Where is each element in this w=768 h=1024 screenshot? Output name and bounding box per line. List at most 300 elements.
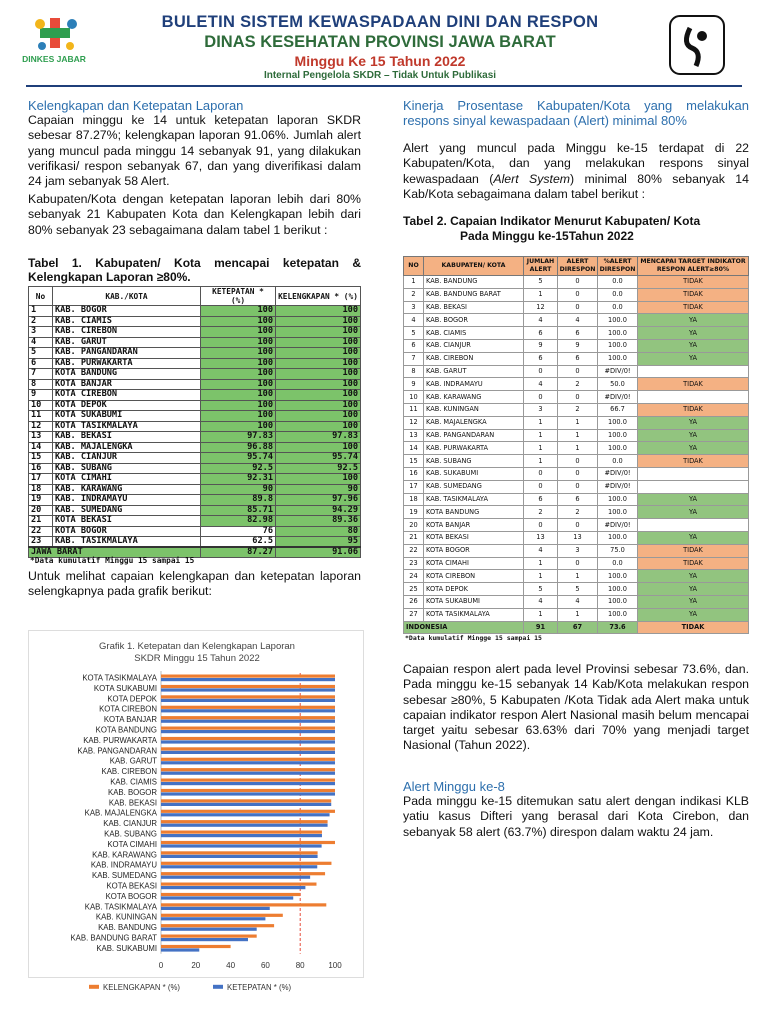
table-cell: KOTA TASIKMALAYA: [424, 608, 524, 621]
table-cell: 13: [29, 432, 53, 443]
table-row: [29, 327, 361, 338]
table-cell: 0.0: [598, 557, 638, 570]
table-cell: KAB. CIREBON: [424, 352, 524, 365]
table-cell: 3: [524, 403, 558, 416]
table-row: [404, 455, 749, 468]
table-cell: 14: [404, 442, 424, 455]
table-cell: 2: [558, 378, 598, 391]
paragraph-klb: Pada minggu ke-15 ditemukan satu alert dengan indikasi KLB yatiu kasus Difteri yang berasal dari Kota Cirebon, dan sebanyak 58 alert (63.7%) direspon dalam waktu 24 jam.: [403, 794, 749, 839]
bar-ketepatan: [161, 803, 331, 806]
legend-label-kelengkapan: KELENGKAPAN * (%): [103, 982, 180, 992]
table-cell: TIDAK: [638, 276, 749, 289]
bar-kelengkapan: [161, 758, 335, 761]
bar-ketepatan: [161, 678, 335, 681]
table-cell: 23: [29, 537, 53, 548]
table-row: [404, 595, 749, 608]
table-row: [404, 493, 749, 506]
table-row: [29, 516, 361, 527]
table-cell: 96.88: [201, 442, 276, 453]
table-row: [29, 474, 361, 485]
category-label: KAB. BOGOR: [108, 787, 157, 797]
table-cell: 100: [201, 379, 276, 390]
bar-ketepatan: [161, 824, 328, 827]
table-cell: 95.74: [276, 453, 361, 464]
table-cell: TIDAK: [638, 455, 749, 468]
table-cell: #DIV/0!: [598, 365, 638, 378]
bar-ketepatan: [161, 948, 199, 951]
table-cell: 0: [558, 391, 598, 404]
table-cell: 66.7: [598, 403, 638, 416]
table-cell: JAWA BARAT: [29, 547, 201, 558]
category-label: KOTA BANDUNG: [95, 725, 157, 735]
table-cell: KAB. SUBANG: [424, 455, 524, 468]
table-row: [404, 570, 749, 583]
table-cell: 21: [29, 516, 53, 527]
table-cell: #DIV/0!: [598, 480, 638, 493]
table-cell: 85.71: [201, 505, 276, 516]
table-cell: KAB. BOGOR: [424, 314, 524, 327]
table-cell: YA: [638, 339, 749, 352]
table-cell: KAB. TASIKMALAYA: [53, 537, 201, 548]
table-cell: KAB. TASIKMALAYA: [424, 493, 524, 506]
table-cell: KAB. KUNINGAN: [424, 403, 524, 416]
table1-note: *Data kumulatif Minggu 15 sampai 15: [30, 556, 195, 565]
table-cell: 100: [276, 306, 361, 317]
header-divider: [26, 85, 742, 87]
table-row: [404, 391, 749, 404]
table-cell: 3: [558, 544, 598, 557]
category-label: KOTA BANJAR: [103, 715, 157, 725]
table-row: [404, 378, 749, 391]
table-cell: 7: [404, 352, 424, 365]
table-cell: 3: [404, 301, 424, 314]
table-cell: #DIV/0!: [598, 519, 638, 532]
table-cell: 5: [29, 348, 53, 359]
table-cell: 9: [558, 339, 598, 352]
table-cell: 9: [524, 339, 558, 352]
table-row: [404, 352, 749, 365]
table-cell: KOTA BANJAR: [424, 519, 524, 532]
bulletin-week: Minggu Ke 15 Tahun 2022: [294, 53, 466, 69]
table-cell: KAB. BOGOR: [53, 306, 201, 317]
table-cell: 100.0: [598, 595, 638, 608]
table-cell: 27: [404, 608, 424, 621]
table-row: [29, 526, 361, 537]
category-label: KAB. CIAMIS: [110, 777, 157, 787]
table-cell: 91: [524, 621, 558, 634]
table-cell: 6: [558, 493, 598, 506]
table-cell: 100: [201, 337, 276, 348]
t2-col-no: NO: [404, 257, 424, 276]
table-cell: 76: [201, 526, 276, 537]
category-label: KAB. SUMEDANG: [92, 871, 157, 881]
category-label: KAB. SUBANG: [104, 829, 157, 839]
table-cell: 4: [404, 314, 424, 327]
category-label: KAB. MAJALENGKA: [84, 808, 157, 818]
table-cell: 17: [404, 480, 424, 493]
table-cell: 11: [404, 403, 424, 416]
table-row: [404, 506, 749, 519]
bar-ketepatan: [161, 720, 335, 723]
chart-subtitle: SKDR Minggu 15 Tahun 2022: [134, 653, 260, 664]
bar-kelengkapan: [161, 841, 335, 844]
bar-kelengkapan: [161, 727, 335, 730]
table-cell: 7: [29, 369, 53, 380]
bulletin-title: BULETIN SISTEM KEWASPADAAN DINI DAN RESPON: [161, 13, 599, 31]
table-cell: 2: [29, 316, 53, 327]
bar-kelengkapan: [161, 883, 316, 886]
table-row: [29, 369, 361, 380]
table-cell: KOTA BANDUNG: [53, 369, 201, 380]
table-cell: 6: [524, 493, 558, 506]
table-cell: #DIV/0!: [598, 467, 638, 480]
category-label: KAB. SUKABUMI: [96, 943, 157, 953]
table-cell: TIDAK: [638, 378, 749, 391]
bar-ketepatan: [161, 782, 335, 785]
table-cell: KAB. MAJALENGKA: [53, 442, 201, 453]
table-cell: KOTA TASIKMALAYA: [53, 421, 201, 432]
table-cell: 0: [558, 276, 598, 289]
table-cell: 20: [29, 505, 53, 516]
table-cell: 1: [558, 442, 598, 455]
table-cell: 100.0: [598, 442, 638, 455]
table-cell: 16: [404, 467, 424, 480]
bar-kelengkapan: [161, 737, 335, 740]
table-cell: 10: [404, 391, 424, 404]
table-cell: 12: [404, 416, 424, 429]
table-cell: YA: [638, 531, 749, 544]
bar-kelengkapan: [161, 799, 331, 802]
table-row: [29, 337, 361, 348]
paragraph-kabkota: Kabupaten/Kota dengan ketepatan laporan lebih dari 80% sebanyak 21 Kabupaten Kota dan Kelengkapan lebih dari 80% sebanyak 23 sebagaimana dalam tabel 1 berikut :: [28, 192, 361, 237]
table-cell: 0: [558, 301, 598, 314]
table-cell: 2: [558, 506, 598, 519]
table-cell: KOTA BEKASI: [424, 531, 524, 544]
table-cell: 100.0: [598, 570, 638, 583]
table-cell: 100.0: [598, 327, 638, 340]
table-cell: 4: [558, 314, 598, 327]
table-cell: 1: [558, 416, 598, 429]
paragraph-alert: Alert yang muncul pada Minggu ke-15 terdapat di 22 Kabupaten/Kota, dan yang melakukan respons sinyal kewaspadaan (Alert System) minimal 80% sebanyak 14 Kab/Kota sebagaimana dalam tabel berikut :: [403, 141, 749, 201]
table-cell: 2: [404, 288, 424, 301]
table-cell: 50.0: [598, 378, 638, 391]
legend-swatch-kelengkapan: [89, 985, 99, 989]
table-cell: 4: [558, 595, 598, 608]
table-cell: 5: [404, 327, 424, 340]
table-cell: 0: [558, 519, 598, 532]
table-cell: 19: [404, 506, 424, 519]
table-cell: 100.0: [598, 583, 638, 596]
table-cell: 24: [404, 570, 424, 583]
table-cell: 6: [29, 358, 53, 369]
bar-ketepatan: [161, 917, 265, 920]
table-cell: 9: [404, 378, 424, 391]
table-cell: 0: [558, 557, 598, 570]
table-cell: KOTA BANDUNG: [424, 506, 524, 519]
table-cell: KAB. CIAMIS: [53, 316, 201, 327]
legend-swatch-ketepatan: [213, 985, 223, 989]
table-cell: 19: [29, 495, 53, 506]
table-total-row: [404, 621, 749, 634]
table-cell: 91.06: [276, 547, 361, 558]
table-row: [29, 400, 361, 411]
table-cell: 0: [524, 519, 558, 532]
table-cell: 8: [404, 365, 424, 378]
table-cell: KAB. SUKABUMI: [424, 467, 524, 480]
table-row: [404, 327, 749, 340]
table-cell: TIDAK: [638, 621, 749, 634]
table2-note: *Data kumulatif Mingge 15 sampai 15: [405, 634, 542, 642]
bar-ketepatan: [161, 709, 335, 712]
table-cell: 100: [276, 316, 361, 327]
x-tick-label: 40: [226, 960, 236, 970]
bar-kelengkapan: [161, 924, 274, 927]
table-cell: 4: [524, 314, 558, 327]
bar-kelengkapan: [161, 768, 335, 771]
category-label: KOTA CIREBON: [99, 704, 157, 714]
table-cell: YA: [638, 442, 749, 455]
bar-kelengkapan: [161, 685, 335, 688]
table-cell: 1: [558, 570, 598, 583]
table-row: [29, 432, 361, 443]
t1-col-ketepatan: KETEPATAN * (%): [201, 287, 276, 306]
category-label: KOTA TASIKMALAYA: [82, 673, 157, 683]
table-cell: KAB. GARUT: [53, 337, 201, 348]
category-label: KAB. BANDUNG: [98, 923, 157, 933]
category-label: KAB. KUNINGAN: [95, 912, 157, 922]
table-cell: 89.8: [201, 495, 276, 506]
table-cell: 1: [558, 608, 598, 621]
table-cell: 100: [201, 411, 276, 422]
category-label: KAB. TASIKMALAYA: [84, 902, 157, 912]
table-cell: 0: [558, 288, 598, 301]
table-cell: 12: [29, 421, 53, 432]
table-cell: 11: [29, 411, 53, 422]
table-row: [404, 480, 749, 493]
table-cell: YA: [638, 493, 749, 506]
table-cell: 62.5: [201, 537, 276, 548]
table-cell: 1: [558, 429, 598, 442]
table-cell: KOTA DEPOK: [53, 400, 201, 411]
table-cell: 5: [524, 583, 558, 596]
table-row: [29, 421, 361, 432]
table-cell: KAB. PANGANDARAN: [424, 429, 524, 442]
table-row: [404, 583, 749, 596]
table-cell: KAB. BANDUNG BARAT: [424, 288, 524, 301]
t2-col-jumlah: JUMLAH ALERT: [524, 257, 558, 276]
bar-ketepatan: [161, 886, 305, 889]
table-row: [29, 442, 361, 453]
category-label: KOTA DEPOK: [107, 694, 157, 704]
table-cell: 67: [558, 621, 598, 634]
legend-label-ketepatan: KETEPATAN * (%): [227, 982, 292, 992]
table-cell: KAB. INDRAMAYU: [53, 495, 201, 506]
table-cell: 1: [524, 557, 558, 570]
table-cell: KAB. CIANJUR: [424, 339, 524, 352]
table-cell: YA: [638, 416, 749, 429]
table-cell: 1: [524, 455, 558, 468]
table-cell: KAB. PURWAKARTA: [424, 442, 524, 455]
table-row: [404, 608, 749, 621]
table-cell: 100: [276, 390, 361, 401]
table-cell: 97.96: [276, 495, 361, 506]
table-row: [404, 544, 749, 557]
table-cell: 90: [276, 484, 361, 495]
table-cell: [638, 365, 749, 378]
table-cell: KOTA BANJAR: [53, 379, 201, 390]
bar-kelengkapan: [161, 851, 318, 854]
table-cell: 100: [201, 400, 276, 411]
table-cell: 100: [276, 337, 361, 348]
bar-kelengkapan: [161, 675, 335, 678]
bar-kelengkapan: [161, 872, 325, 875]
table-capaian-indikator: [403, 256, 749, 634]
bar-kelengkapan: [161, 695, 335, 698]
table-cell: 13: [404, 429, 424, 442]
table-row: [29, 495, 361, 506]
table-cell: 5: [524, 276, 558, 289]
table-row: [29, 411, 361, 422]
table-cell: KAB. CIREBON: [53, 327, 201, 338]
table-row: [404, 301, 749, 314]
table-cell: KAB. INDRAMAYU: [424, 378, 524, 391]
table-cell: 100: [201, 306, 276, 317]
category-label: KAB. PANGANDARAN: [77, 746, 157, 756]
table-cell: KOTA CIMAHI: [53, 474, 201, 485]
table-cell: 0: [524, 391, 558, 404]
table-cell: YA: [638, 608, 749, 621]
table-cell: 82.98: [201, 516, 276, 527]
table-cell: 100: [276, 411, 361, 422]
table-cell: KOTA SUKABUMI: [424, 595, 524, 608]
bar-kelengkapan: [161, 893, 300, 896]
bar-kelengkapan: [161, 747, 335, 750]
table-cell: 22: [29, 526, 53, 537]
table-row: [404, 288, 749, 301]
bar-kelengkapan: [161, 706, 335, 709]
table-cell: 2: [524, 506, 558, 519]
bar-ketepatan: [161, 876, 310, 879]
category-label: KAB. KARAWANG: [92, 850, 157, 860]
surveilans-logo: [668, 14, 726, 76]
table-cell: 1: [404, 276, 424, 289]
table-cell: KAB. BEKASI: [424, 301, 524, 314]
x-tick-label: 20: [191, 960, 201, 970]
table-cell: 100: [276, 327, 361, 338]
table-cell: 100: [276, 421, 361, 432]
table-cell: 25: [404, 583, 424, 596]
t1-col-no: No: [29, 287, 53, 306]
bar-kelengkapan: [161, 831, 322, 834]
table-cell: [638, 467, 749, 480]
x-tick-label: 80: [295, 960, 305, 970]
table-row: [29, 463, 361, 474]
bar-kelengkapan: [161, 935, 257, 938]
bar-kelengkapan: [161, 903, 326, 906]
bar-kelengkapan: [161, 862, 331, 865]
t2-col-direspon: ALERT DIRESPON: [558, 257, 598, 276]
table-cell: TIDAK: [638, 544, 749, 557]
table-cell: 5: [558, 583, 598, 596]
table-cell: YA: [638, 506, 749, 519]
bar-ketepatan: [161, 813, 330, 816]
category-label: KOTA BOGOR: [105, 891, 157, 901]
table-cell: 1: [524, 429, 558, 442]
table-cell: 100: [201, 348, 276, 359]
table-cell: 87.27: [201, 547, 276, 558]
table-cell: 95: [276, 537, 361, 548]
table-cell: 100: [201, 316, 276, 327]
table-cell: [638, 519, 749, 532]
table-cell: 100: [276, 348, 361, 359]
t1-col-kab: KAB./KOTA: [53, 287, 201, 306]
section-title-kinerja: Kinerja Prosentase Kabupaten/Kota yang melakukan respons sinyal kewaspadaan (Alert) minimal 80%: [403, 98, 749, 128]
table-row: [29, 348, 361, 359]
table-cell: 6: [524, 352, 558, 365]
table-cell: 100.0: [598, 493, 638, 506]
table2-caption-2: Pada Minggu ke-15Tahun 2022: [460, 229, 634, 243]
table-row: [29, 505, 361, 516]
table-cell: 100: [276, 474, 361, 485]
x-tick-label: 0: [158, 960, 164, 970]
bar-ketepatan: [161, 896, 293, 899]
table-cell: 4: [524, 544, 558, 557]
t1-col-kelengkapan: KELENGKAPAN * (%): [276, 287, 361, 306]
table-cell: 6: [404, 339, 424, 352]
table-cell: KOTA DEPOK: [424, 583, 524, 596]
table-cell: 15: [29, 453, 53, 464]
table-cell: KOTA CIREBON: [53, 390, 201, 401]
table-cell: 97.83: [276, 432, 361, 443]
table-cell: KAB. SUMEDANG: [53, 505, 201, 516]
table-cell: 4: [524, 595, 558, 608]
table-cell: 4: [29, 337, 53, 348]
table-cell: KOTA BEKASI: [53, 516, 201, 527]
table-cell: 100.0: [598, 608, 638, 621]
table-cell: 73.6: [598, 621, 638, 634]
table-cell: 18: [29, 484, 53, 495]
bar-ketepatan: [161, 772, 335, 775]
dinkes-jabar-logo: [22, 14, 90, 76]
paragraph-grafik: Untuk melihat capaian kelengkapan dan ketepatan laporan selengkapnya pada grafik berikut:: [28, 569, 361, 599]
table-cell: 6: [558, 352, 598, 365]
table-row: [404, 557, 749, 570]
bar-ketepatan: [161, 740, 335, 743]
table-cell: 97.83: [201, 432, 276, 443]
table-cell: 100: [201, 421, 276, 432]
table-cell: KAB. PURWAKARTA: [53, 358, 201, 369]
table-ketepatan-kelengkapan: [28, 286, 361, 558]
table-cell: YA: [638, 314, 749, 327]
bar-kelengkapan: [161, 810, 335, 813]
table-cell: 100: [201, 369, 276, 380]
table-cell: 100: [276, 442, 361, 453]
bar-ketepatan: [161, 855, 318, 858]
table-cell: 1: [524, 416, 558, 429]
table-row: [404, 531, 749, 544]
table-cell: KOTA BOGOR: [424, 544, 524, 557]
bar-kelengkapan: [161, 789, 335, 792]
table-row: [404, 442, 749, 455]
paragraph-capaian-respon: Capaian respon alert pada level Provinsi sebesar 73.6%, dan. Pada minggu ke-15 sebanyak 14 Kab/Kota melakukan respon sebesar ≥80%, 5 Kabupaten /Kota Tidak ada Alert maka untuk capaian indikator respon Alert Nasional masih belum mencapai target yaitu sebesar 63.63% dari 70% yang menjadi target Nasional (Tahun 2022).: [403, 662, 749, 753]
table-cell: 100.0: [598, 506, 638, 519]
table-cell: 8: [29, 379, 53, 390]
table-cell: 100: [201, 390, 276, 401]
chart-title: Grafik 1. Ketepatan dan Kelengkapan Laporan: [99, 641, 295, 652]
table-cell: TIDAK: [638, 288, 749, 301]
table-row: [29, 316, 361, 327]
table-row: [404, 467, 749, 480]
